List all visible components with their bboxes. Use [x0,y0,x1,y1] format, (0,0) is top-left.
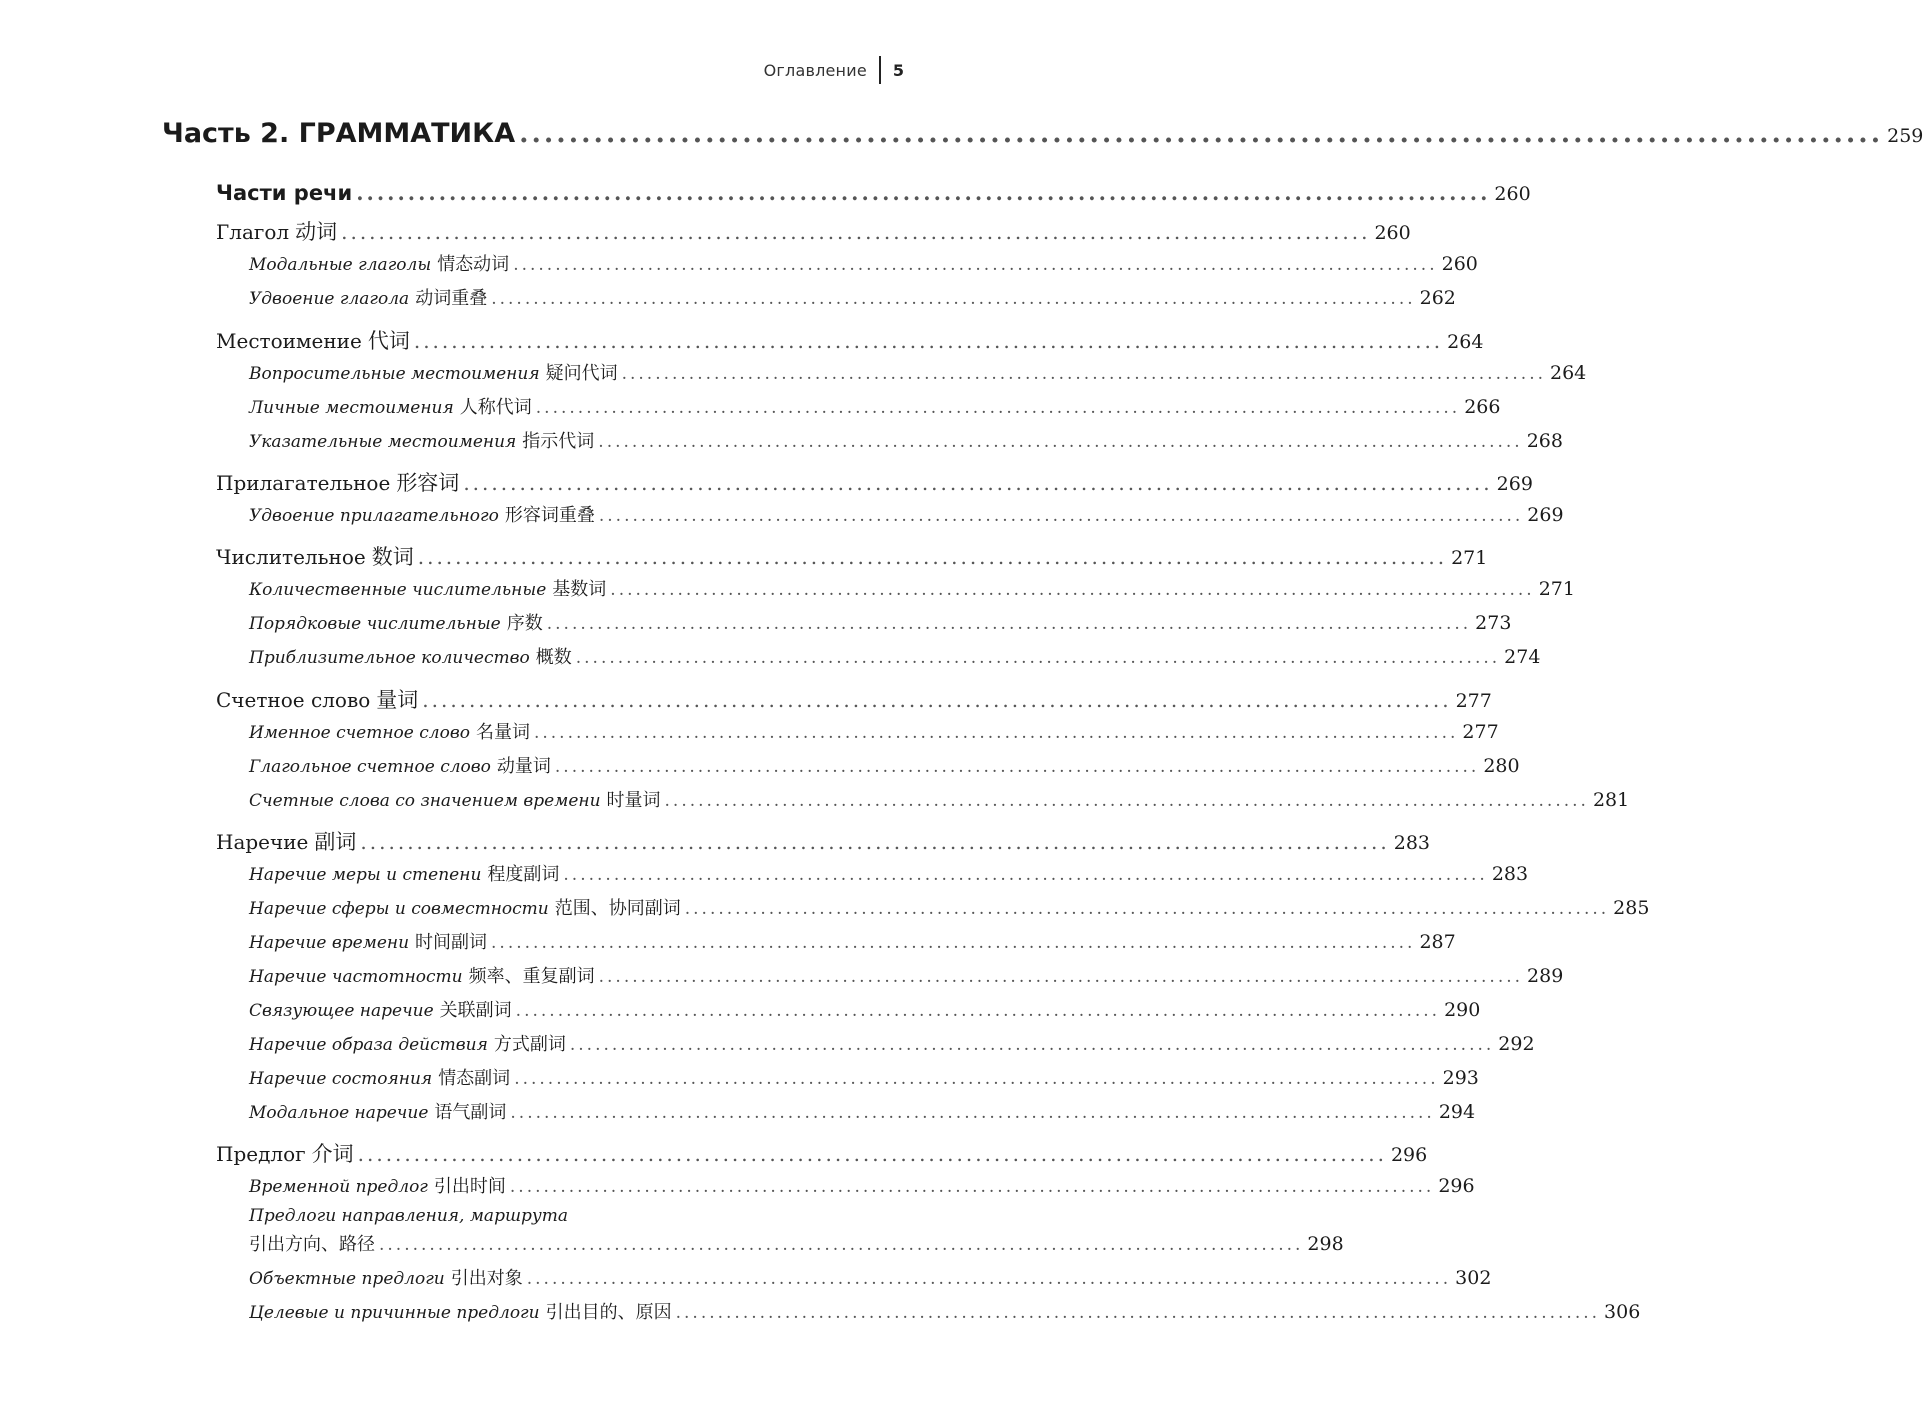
toc-entry-label: Количественные числительные [249,580,547,600]
toc-entry[interactable] [249,250,1478,276]
toc-entry[interactable] [249,1172,1475,1198]
toc-part-title[interactable] [162,118,1923,149]
toc-page-number: 289 [1527,965,1564,987]
leader-dots: .............................................................................................................. [546,614,1472,634]
toc-entry-chinese: 引出目的、原因 [545,1302,672,1323]
leader-dots: .............................................................................................................. [533,723,1459,743]
toc-entry-chinese: 动词 [295,220,338,244]
leader-dots: .............................................................................................................. [515,1001,1441,1021]
toc-page-number: 259 [1887,125,1923,147]
toc-entry-chinese: 关联副词 [439,1000,512,1021]
toc-page-number: 290 [1444,999,1481,1021]
toc-entry-chinese: 语气副词 [434,1102,507,1123]
leader-dots: .............................................................................................................. [514,1069,1439,1089]
toc-entry[interactable] [249,1230,1344,1256]
toc-page-number: 262 [1419,287,1456,309]
toc-page-number: 293 [1442,1067,1479,1089]
toc-entry[interactable] [249,962,1564,988]
toc-entry-chinese: 代词 [367,329,410,353]
page-number: 5 [892,60,904,80]
toc-entry[interactable] [249,1064,1479,1090]
toc-page-number: 287 [1419,931,1456,953]
leader-dots: .............................................................................................................. [341,220,1371,244]
leader-dots: .............................................................................................................. [509,1177,1435,1197]
leader-dots: .............................................................................................................. [356,180,1491,205]
toc-entry-label: Вопросительные местоимения [249,364,540,384]
toc-entry[interactable] [249,1030,1535,1056]
toc-page-number: 264 [1447,331,1484,353]
toc-entry-chinese: 时量词 [606,790,661,811]
toc-page-number: 283 [1393,832,1430,854]
toc-entry[interactable] [249,752,1520,778]
toc-section[interactable] [216,216,1411,246]
toc-heading[interactable] [216,180,1531,205]
toc-entry[interactable] [249,501,1564,527]
toc-entry-chinese: 形容词重叠 [504,505,595,526]
toc-entry-chinese: 范围、协同副词 [554,898,681,919]
toc-entry-label: Наречие частотности [249,967,463,987]
leader-dots: .............................................................................................................. [598,432,1523,452]
toc-page-number: 302 [1455,1267,1492,1289]
leader-dots: .............................................................................................................. [360,830,1390,854]
toc-page-number: 283 [1491,863,1529,885]
toc-entry-chinese: 方式副词 [493,1034,566,1055]
toc-page-number: 292 [1498,1033,1535,1055]
leader-dots: .............................................................................................................. [526,1269,1452,1289]
toc-entry-label: Наречие состояния [249,1069,433,1089]
toc-page-number: 280 [1483,755,1520,777]
leader-dots: .............................................................................................................. [569,1035,1495,1055]
toc-entry-chinese: 量词 [376,688,419,712]
toc-entry-chinese: 动词重叠 [415,288,488,309]
toc-section[interactable] [216,684,1492,714]
toc-entry-chinese: 指示代词 [522,431,595,452]
toc-entry-chinese: 引出方向、路径 [249,1234,375,1255]
toc-entry[interactable] [249,1264,1492,1290]
toc-entry-chinese: 概数 [535,647,572,668]
toc-entry[interactable] [249,393,1501,419]
toc-entry[interactable] [249,427,1563,453]
toc-entry-label: Объектные предлоги [249,1269,445,1289]
toc-section[interactable] [216,541,1488,571]
leader-dots: .............................................................................................................. [554,757,1480,777]
toc-entry[interactable] [249,718,1499,744]
toc-page-number: 296 [1438,1175,1475,1197]
toc-entry[interactable] [249,928,1456,954]
leader-dots: .............................................................................................................. [621,364,1546,384]
leader-dots: .............................................................................................................. [519,118,1884,149]
toc-entry-label: Приблизительное количество [249,648,530,668]
toc-entry-chinese: 数词 [371,545,414,569]
toc-entry[interactable] [249,575,1575,601]
leader-dots: .............................................................................................................. [535,398,1461,418]
toc-page-number: 285 [1613,897,1650,919]
leader-dots: .............................................................................................................. [491,289,1416,309]
toc-entry-chinese: 基数词 [552,579,607,600]
toc-entry[interactable] [249,609,1512,635]
toc-entry-chinese: 情态副词 [438,1068,511,1089]
toc-entry[interactable] [249,860,1529,886]
toc-entry-chinese: 动量词 [496,756,551,777]
toc-page-number: 296 [1390,1144,1428,1166]
toc-entry-chinese: 名量词 [475,722,530,743]
toc-page-number: 274 [1504,646,1541,668]
toc-page-number: 269 [1527,504,1564,526]
toc-entry-chinese: 副词 [314,830,357,854]
toc-entry-label: Наречие меры и степени [249,865,482,885]
toc-entry-label: Связующее наречие [249,1001,434,1021]
toc-entry-label: Числительное [216,545,366,569]
toc-page-number: 271 [1451,547,1488,569]
toc-page-number: 264 [1550,362,1587,384]
leader-dots: .............................................................................................................. [417,545,1448,569]
toc-page-number: 273 [1475,612,1512,634]
toc-entry-label: Указательные местоимения [249,432,517,452]
leader-dots: .............................................................................................................. [491,933,1416,953]
toc-page-number: 298 [1307,1233,1344,1255]
toc-entry-label: Целевые и причинные предлоги [249,1303,540,1323]
toc-page-number: 269 [1496,473,1533,495]
toc-page-number: 277 [1462,721,1499,743]
toc-entry-label: Предлоги направления, маршрута [249,1206,569,1226]
toc-entry-label: Именное счетное слово [249,723,470,743]
toc-entry-label: Личные местоимения [249,398,454,418]
toc-entry[interactable] [249,1298,1641,1324]
toc-entry-chinese: 引出对象 [450,1268,523,1289]
toc-entry-label: Наречие [216,830,309,854]
toc-entry-label: Удвоение прилагательного [249,506,499,526]
toc-entry-chinese: 频率、重复副词 [468,966,595,987]
toc-page-number: 266 [1464,396,1501,418]
running-head [764,56,904,84]
toc-section[interactable] [216,1138,1428,1168]
toc-entry-label: Местоимение [216,329,362,353]
leader-dots: .............................................................................................................. [510,1103,1435,1123]
toc-entry-label: Временной предлог [249,1177,428,1197]
toc-entry-label: Модальное наречие [249,1103,429,1123]
leader-dots: .............................................................................................................. [563,865,1488,885]
toc-entry[interactable] [249,894,1650,920]
toc-entry-chinese: 形容词 [396,471,460,495]
toc-page-number: 271 [1538,578,1575,600]
toc-entry-chinese: 介词 [311,1142,354,1166]
toc-entry-chinese: 人称代词 [459,397,532,418]
toc-entry-label: Удвоение глагола [249,289,410,309]
toc-heading-label: Части речи [216,181,353,205]
leader-dots: .............................................................................................................. [513,255,1438,275]
toc-page-number: 260 [1494,183,1531,205]
leader-dots: .............................................................................................................. [413,329,1444,353]
toc-entry-label: Порядковые числительные [249,614,501,634]
toc-entry-chinese: 疑问代词 [545,363,618,384]
toc-entry-chinese: 引出时间 [433,1176,506,1197]
leader-dots: .............................................................................................................. [610,580,1535,600]
toc-entry[interactable] [249,643,1541,669]
toc-entry-label: Наречие образа действия [249,1035,488,1055]
leader-dots: .............................................................................................................. [684,899,1610,919]
toc-entry-chinese: 程度副词 [487,864,560,885]
toc-entry-chinese: 情态动词 [437,254,510,275]
toc-entry-label: Наречие времени [249,933,410,953]
toc-page-number: 260 [1441,253,1478,275]
toc-section[interactable] [216,325,1484,355]
toc-section[interactable] [216,467,1533,497]
toc-section[interactable] [216,826,1430,856]
leader-dots: .............................................................................................................. [664,791,1589,811]
toc-entry-label: Глагольное счетное слово [249,757,491,777]
toc-part-label: Часть 2. ГРАММАТИКА [162,118,516,149]
toc-entry[interactable] [249,359,1587,385]
toc-entry[interactable] [249,786,1630,812]
running-head-title: Оглавление [763,60,867,80]
toc-entry-label: Глагол [216,220,290,244]
leader-dots: .............................................................................................................. [598,506,1524,526]
toc-entry-label: Счетное слово [216,688,371,712]
toc-entry-chinese: 时间副词 [415,932,488,953]
toc-page-number: 294 [1438,1101,1476,1123]
toc-entry-chinese: 序数 [506,613,543,634]
leader-dots: .............................................................................................................. [463,471,1493,495]
toc-page-number: 268 [1526,430,1563,452]
toc-entry-label: Наречие сферы и совместности [249,899,549,919]
leader-dots: .............................................................................................................. [598,967,1524,987]
toc-entry-label: Модальные глаголы [249,255,432,275]
toc-page-number: 281 [1592,789,1630,811]
toc-entry[interactable] [249,996,1481,1022]
toc-entry[interactable] [249,1098,1476,1124]
toc-page-number: 306 [1604,1301,1641,1323]
toc-entry-label: Прилагательное [216,471,391,495]
leader-dots: .............................................................................................................. [422,688,1452,712]
leader-dots: .............................................................................................................. [575,648,1501,668]
toc-page-number: 260 [1374,222,1411,244]
leader-dots: .............................................................................................................. [379,1235,1304,1255]
toc-entry-label: Предлог [216,1142,306,1166]
leader-dots: .............................................................................................................. [675,1303,1601,1323]
toc-page-number: 277 [1455,690,1492,712]
leader-dots: .............................................................................................................. [357,1142,1387,1166]
toc-entry-label: Счетные слова со значением времени [249,791,601,811]
toc-entry[interactable] [249,284,1456,310]
